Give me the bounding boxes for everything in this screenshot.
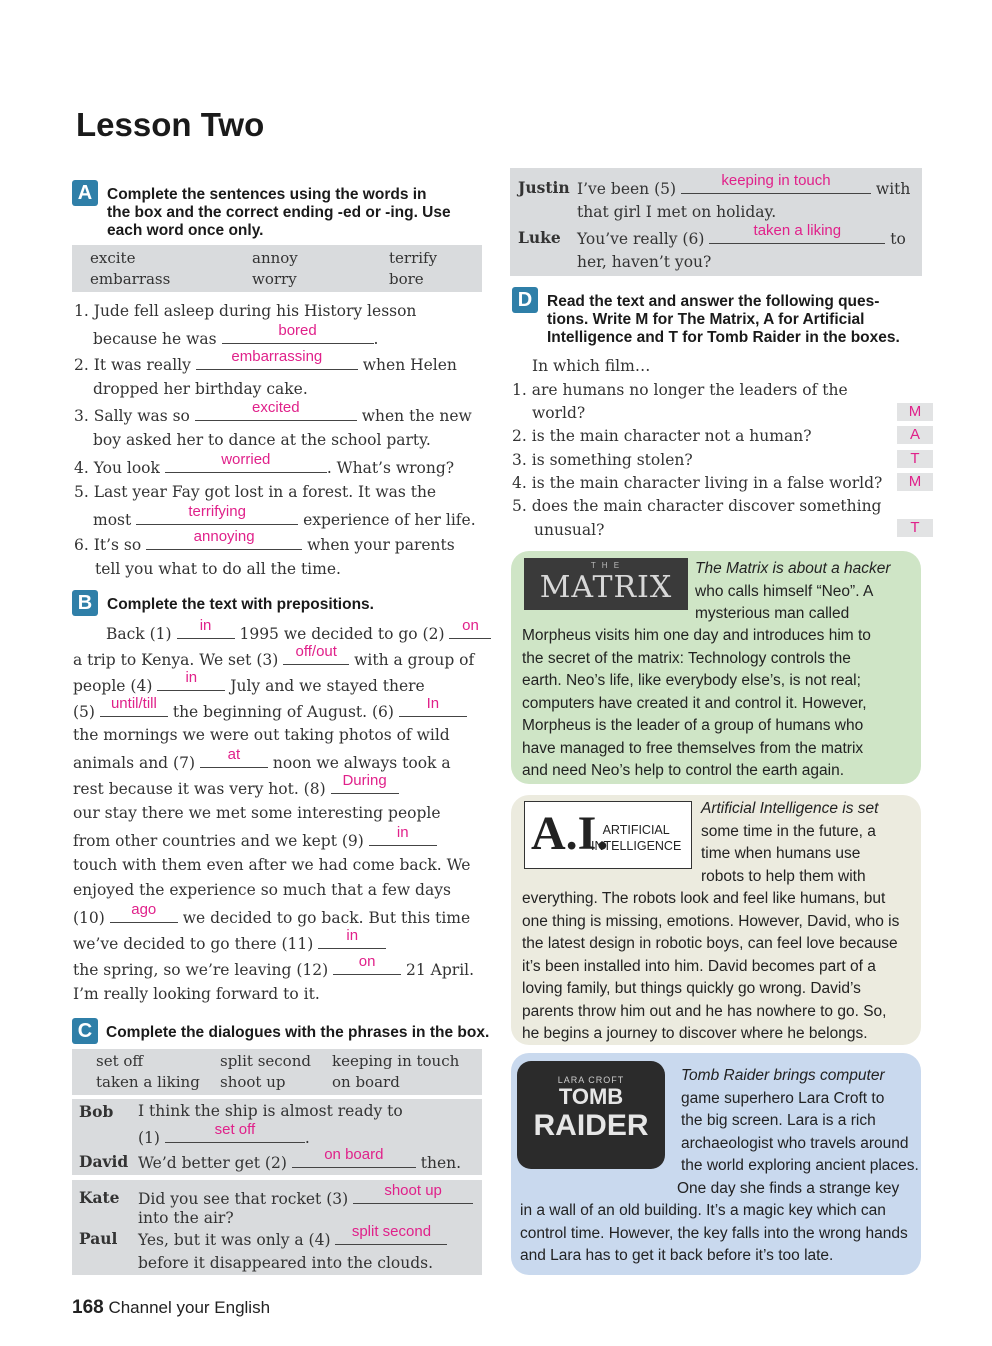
- dialogue-line: I’ve been (5) keeping in touch with: [577, 172, 911, 198]
- answer-blank[interactable]: on: [333, 959, 401, 975]
- answer-blank[interactable]: in: [177, 623, 235, 639]
- list-item: boy asked her to dance at the school party.: [93, 431, 431, 449]
- answer-blank[interactable]: terrifying: [136, 509, 298, 525]
- dialogue-line: into the air?: [138, 1209, 234, 1227]
- text-line: animals and (7) at noon we always took a: [73, 746, 451, 772]
- text-line: the spring, so we’re leaving (12) on 21 April.: [73, 953, 475, 979]
- question-item: 1. are humans no longer the leaders of the: [512, 381, 848, 399]
- phrase: set off: [96, 1052, 144, 1070]
- speaker-name: Bob: [79, 1102, 114, 1121]
- section-a-instruction: Complete the sentences using the words in the box and the correct ending -ed or -ing. Use each word once only.: [107, 186, 451, 239]
- answer-blank[interactable]: on board: [292, 1152, 416, 1168]
- list-item: most terrifying experience of her life.: [93, 503, 476, 529]
- answer-blank[interactable]: in: [318, 933, 386, 949]
- answer-blank[interactable]: in: [157, 675, 225, 691]
- tomb-raider-logo: LARA CROFT TOMB RAIDER: [517, 1061, 665, 1169]
- answer-blank[interactable]: off/out: [283, 649, 349, 665]
- answer-box[interactable]: A: [897, 426, 933, 444]
- dialogue-line: You’ve really (6) taken a liking to: [577, 222, 906, 248]
- answer-blank[interactable]: annoying: [146, 534, 302, 550]
- dialogue-line: (1) set off .: [138, 1121, 310, 1147]
- matrix-text: The Matrix is about a hacker who calls himself “Neo”. A mysterious man called: [695, 560, 891, 622]
- tomb-raider-text: Tomb Raider brings computer game superhero Lara Croft to the big screen. Lara is a rich archaeologist who travels around the world exploring ancient places.: [681, 1067, 919, 1174]
- answer-blank[interactable]: bored: [222, 328, 374, 344]
- tomb-raider-text-mid: One day she finds a strange key: [677, 1180, 900, 1197]
- answer-blank[interactable]: shoot up: [353, 1188, 473, 1204]
- answer-box[interactable]: T: [897, 450, 933, 468]
- dialogue-line: We’d better get (2) on board then.: [138, 1146, 462, 1172]
- text-line: (10) ago we decided to go back. But this time: [73, 901, 471, 927]
- section-d-instruction: Read the text and answer the following ques- tions. Write M for The Matrix, A for Artificial Intelligence and T for Tomb Raider in the boxes.: [547, 293, 900, 346]
- phrase-box: [72, 1049, 482, 1095]
- question-item: 3. is something stolen?: [512, 451, 693, 469]
- book-title: Channel your English: [108, 1298, 271, 1317]
- matrix-logo: T H E MATRIX: [524, 558, 688, 610]
- word-box: [72, 245, 482, 292]
- speaker-name: Justin: [518, 178, 570, 197]
- list-item: 3. Sally was so excited when the new: [74, 399, 472, 425]
- word: excite: [90, 249, 136, 267]
- section-b-badge: B: [72, 590, 98, 616]
- answer-blank[interactable]: excited: [195, 405, 357, 421]
- list-item: 2. It was really embarrassing when Helen: [74, 348, 457, 374]
- ai-text: Artificial Intelligence is set some time in the future, a time when humans use robots to help them with: [701, 800, 879, 885]
- text-line: enjoyed the experience so much that a few days: [73, 881, 451, 899]
- matrix-text-body: Morpheus visits him one day and introduces him to the secret of the matrix: Technology controls the earth. Neo’s life, like everybody else’s, is not real; computers have created it and control it. However, Morpheus is the leader of a group of humans who have managed to free themselves from the matrix and need Neo’s help to control the earth again.: [522, 627, 871, 779]
- phrase: taken a liking: [96, 1073, 200, 1091]
- tomb-raider-text-body: in a wall of an old building. It’s a magic key which can control time. However, the key falls into the wrong hands and Lara has to get it back before it’s too late.: [520, 1202, 908, 1264]
- phrase: on board: [332, 1073, 400, 1091]
- answer-blank[interactable]: until/till: [100, 701, 168, 717]
- answer-blank[interactable]: on: [449, 623, 491, 639]
- section-a-badge: A: [72, 180, 98, 206]
- word: bore: [389, 270, 424, 288]
- answer-blank[interactable]: keeping in touch: [681, 178, 871, 194]
- question-item: world?: [532, 404, 586, 422]
- dialogue-line: I think the ship is almost ready to: [138, 1102, 403, 1120]
- dialogue-line: that girl I met on holiday.: [577, 203, 777, 221]
- ai-text-body: everything. The robots look and feel like humans, but one thing is missing, emotions. However, David, who is the latest design in robotic boys, can feel love because it’s been installed into him. David becomes part of a loving family, but things quickly go wrong. David’s parents throw him out and he has nowhere to go. So, he begins a journey to discover where he belongs.: [522, 890, 900, 1042]
- answer-blank[interactable]: split second: [335, 1229, 447, 1245]
- page-footer: [72, 1297, 270, 1319]
- page-title: Lesson Two: [76, 106, 265, 143]
- list-item: 1. Jude fell asleep during his History lesson: [74, 302, 417, 320]
- ai-logo: A.I. ARTIFICIAL INTELLIGENCE: [524, 801, 692, 869]
- text-line: I’m really looking forward to it.: [73, 985, 320, 1003]
- text-line: Back (1) in 1995 we decided to go (2) on: [106, 623, 491, 643]
- list-item: 4. You look worried . What’s wrong?: [74, 451, 455, 477]
- answer-box[interactable]: M: [897, 403, 933, 421]
- text-line: from other countries and we kept (9) in: [73, 830, 437, 850]
- question-item: 5. does the main character discover something: [512, 497, 882, 515]
- text-line: the mornings we were out taking photos of wild: [73, 726, 450, 744]
- page-number: 168: [72, 1297, 104, 1318]
- text-line: (5) until/till the beginning of August. (6) In: [73, 701, 467, 721]
- dialogue-line: her, haven’t you?: [577, 253, 712, 271]
- dialogue-line: before it disappeared into the clouds.: [138, 1254, 434, 1272]
- speaker-name: Paul: [79, 1229, 118, 1248]
- speaker-name: David: [79, 1152, 129, 1171]
- dialogue-line: Did you see that rocket (3) shoot up: [138, 1188, 473, 1208]
- speaker-name: Luke: [518, 228, 561, 247]
- list-item: 6. It’s so annoying when your parents: [74, 528, 455, 554]
- list-item: tell you what to do all the time.: [95, 560, 341, 578]
- question-item: 4. is the main character living in a false world?: [512, 474, 883, 492]
- phrase: shoot up: [220, 1073, 286, 1091]
- list-item: because he was bored .: [93, 322, 379, 348]
- answer-blank[interactable]: In: [399, 701, 467, 717]
- text-line: people (4) in July and we stayed there: [73, 669, 425, 695]
- answer-blank[interactable]: at: [200, 752, 268, 768]
- answer-blank[interactable]: embarrassing: [196, 354, 358, 370]
- question-item: 2. is the main character not a human?: [512, 427, 812, 445]
- answer-blank[interactable]: set off: [165, 1127, 305, 1143]
- text-line: a trip to Kenya. We set (3) off/out with a group of: [73, 643, 475, 669]
- answer-box[interactable]: M: [897, 473, 933, 491]
- answer-blank[interactable]: taken a liking: [709, 228, 885, 244]
- text-line: we’ve decided to go there (11) in: [73, 933, 386, 953]
- section-b-instruction: Complete the text with prepositions.: [107, 596, 374, 613]
- text-line: our stay there we met some interesting people: [73, 804, 441, 822]
- word: worry: [252, 270, 297, 288]
- section-c-instruction: Complete the dialogues with the phrases in the box.: [106, 1024, 490, 1041]
- phrase: split second: [220, 1052, 311, 1070]
- speaker-name: Kate: [79, 1188, 120, 1207]
- answer-blank[interactable]: ago: [110, 907, 178, 923]
- answer-blank[interactable]: in: [369, 830, 437, 846]
- word: terrify: [389, 249, 438, 267]
- text-line: rest because it was very hot. (8) During: [73, 778, 399, 798]
- answer-blank[interactable]: During: [331, 778, 399, 794]
- question-intro: In which film…: [532, 357, 651, 375]
- phrase: keeping in touch: [332, 1052, 460, 1070]
- question-item: unusual?: [534, 521, 605, 539]
- word: annoy: [252, 249, 298, 267]
- list-item: 5. Last year Fay got lost in a forest. It was the: [74, 483, 437, 501]
- section-c-badge: C: [72, 1018, 98, 1044]
- answer-box[interactable]: T: [897, 519, 933, 537]
- word: embarrass: [90, 270, 171, 288]
- answer-blank[interactable]: worried: [165, 457, 327, 473]
- list-item: dropped her birthday cake.: [93, 380, 308, 398]
- text-line: touch with them even after we had come back. We: [73, 856, 471, 874]
- dialogue-line: Yes, but it was only a (4) split second: [138, 1229, 447, 1249]
- section-d-badge: D: [512, 287, 538, 313]
